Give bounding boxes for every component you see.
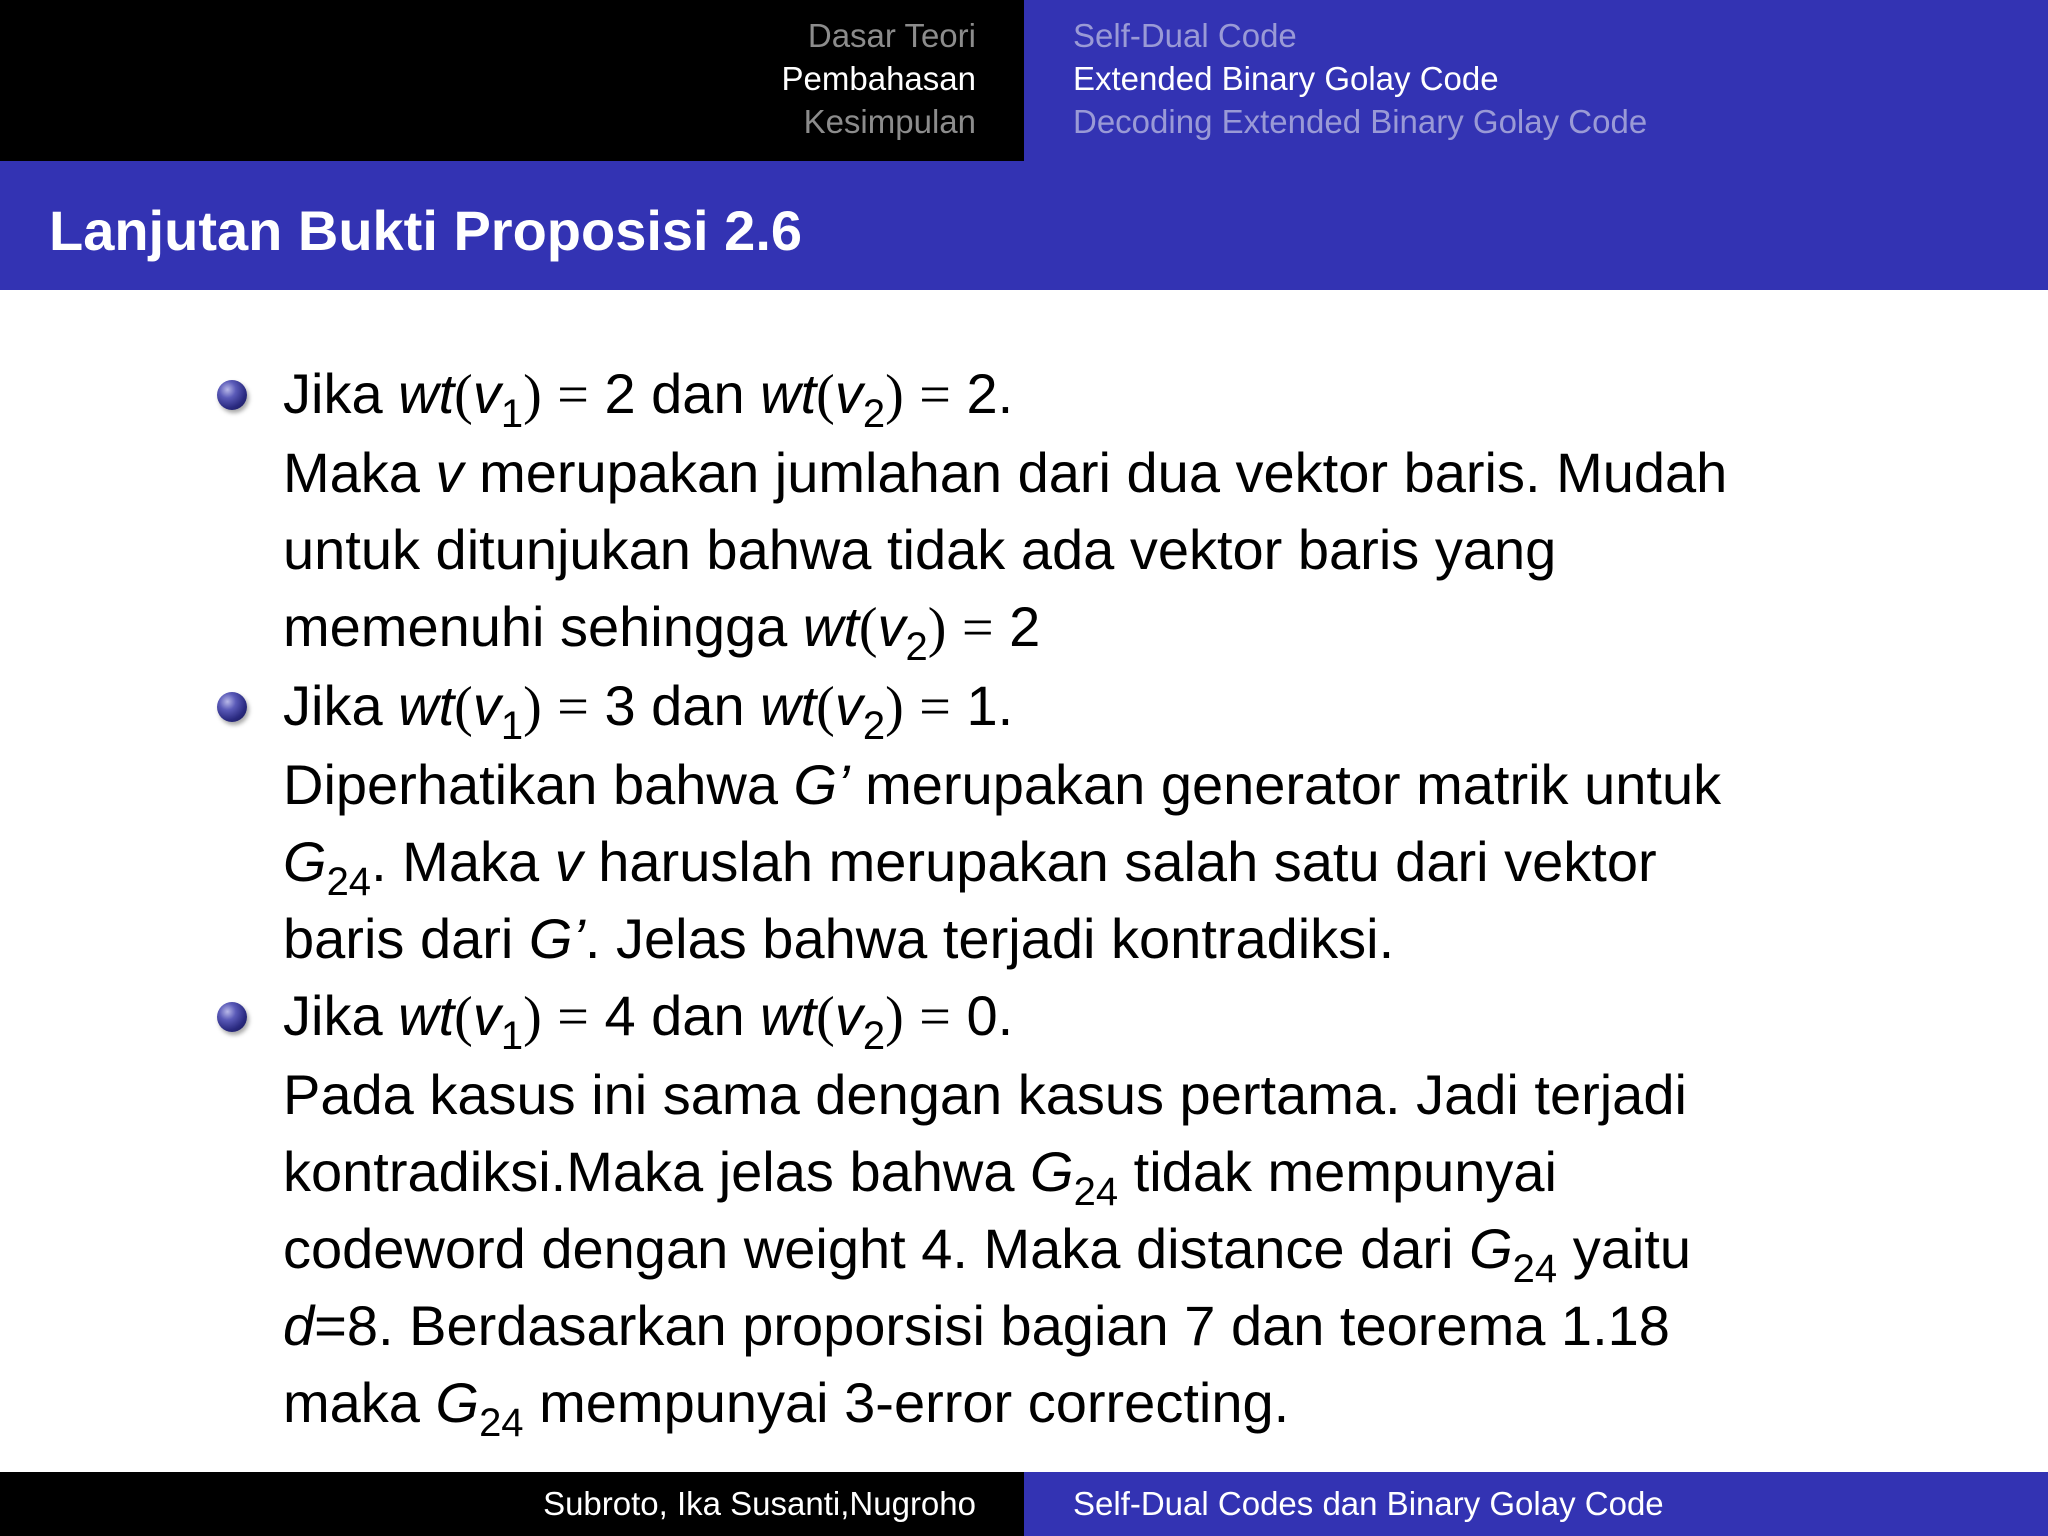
body-line (283, 1210, 1903, 1291)
body-line (283, 746, 1903, 823)
text: Jika (283, 984, 383, 1047)
math-v: v (472, 984, 501, 1047)
value: 3 (604, 674, 636, 737)
paren: ( (858, 597, 878, 659)
math-v: v (877, 595, 906, 658)
paren: ) (927, 597, 947, 659)
text: . (997, 674, 1014, 737)
math-v: v (472, 362, 501, 425)
text: mempunyai 3-error correcting. (539, 1371, 1290, 1434)
body-line (283, 588, 1903, 667)
text: merupakan jumlahan dari dua vektor baris. Mudah (479, 441, 1728, 504)
text: baris dari (283, 907, 514, 970)
value: 0 (966, 984, 998, 1047)
subscript: 24 (1073, 1170, 1119, 1214)
body-line (283, 823, 1903, 904)
text: Maka (283, 441, 420, 504)
value: 4 (604, 984, 636, 1047)
footer-short-title: Self-Dual Codes dan Binary Golay Code (1073, 1485, 1664, 1522)
case-line (283, 977, 1903, 1056)
body-line (283, 434, 1903, 511)
subscript: 24 (326, 860, 372, 904)
subscript: 2 (862, 1014, 886, 1058)
subscript: 1 (500, 392, 524, 436)
text: haruslah merupakan salah satu dari vektor (598, 830, 1657, 893)
nav-section-pembahasan[interactable]: Pembahasan (781, 60, 976, 97)
text: Diperhatikan bahwa (283, 753, 778, 816)
subscript: 2 (862, 392, 886, 436)
case-line (283, 667, 1903, 746)
value: 2 (1009, 595, 1041, 658)
paren: ( (454, 986, 473, 1048)
subscript: 1 (500, 1014, 524, 1058)
subscript: 24 (479, 1401, 524, 1445)
math-v: v (834, 674, 863, 737)
nav-subsection-self-dual-code[interactable]: Self-Dual Code (1073, 17, 1297, 54)
nav-section-kesimpulan[interactable]: Kesimpulan (803, 103, 976, 140)
text: Pada kasus ini sama dengan kasus pertama. Jadi terjadi (283, 1063, 1687, 1126)
footer-author-bar (0, 1472, 1024, 1536)
text: yaitu (1572, 1217, 1691, 1280)
section-navigation (0, 0, 1024, 161)
footer-authors: Subroto, Ika Susanti,Nugroho (543, 1485, 976, 1522)
subsection-navigation (1024, 0, 2048, 161)
text: dan (651, 674, 745, 737)
value: 1 (966, 674, 998, 737)
text: codeword dengan weight 4. Maka distance dari (283, 1217, 1454, 1280)
equals-sign: = (557, 364, 589, 426)
frame-title-bar (0, 161, 2048, 290)
math-d: d (283, 1294, 315, 1357)
text: dan (651, 362, 745, 425)
text: dan (651, 984, 745, 1047)
text: memenuhi sehingga (283, 595, 788, 658)
text: =8. Berdasarkan proporsisi bagian 7 dan teorema 1.18 (314, 1294, 1670, 1357)
paren: ) (523, 986, 542, 1048)
bullet-ball-icon (217, 1002, 247, 1032)
bullet-item (283, 667, 1903, 977)
value: 2 (604, 362, 636, 425)
text: Jika (283, 674, 383, 737)
value: 2 (966, 362, 998, 425)
body-line (283, 511, 1903, 588)
slide-body (283, 355, 1903, 1445)
math-wt: wt (398, 362, 455, 425)
text: tidak mempunyai (1133, 1140, 1557, 1203)
bullet-item (283, 355, 1903, 667)
bullet-item (283, 977, 1903, 1445)
paren: ) (885, 364, 904, 426)
equals-sign: = (557, 676, 589, 738)
equals-sign: = (557, 986, 589, 1048)
footer-title-bar (1024, 1472, 2048, 1536)
subscript: 24 (1512, 1247, 1558, 1291)
frame-title: Lanjutan Bukti Proposisi 2.6 (49, 199, 803, 262)
section-list (782, 14, 976, 143)
math-wt: wt (398, 674, 455, 737)
body-line (283, 1287, 1903, 1364)
equals-sign: = (962, 597, 994, 659)
nav-subsection-extended-binary-golay-code[interactable]: Extended Binary Golay Code (1073, 60, 1499, 97)
equals-sign: = (919, 676, 951, 738)
text: kontradiksi.Maka jelas bahwa (283, 1140, 1015, 1203)
bullet-ball-icon (217, 380, 247, 410)
equals-sign: = (919, 986, 951, 1048)
math-v: v (834, 984, 863, 1047)
text: untuk ditunjukan bahwa tidak ada vektor baris yang (283, 518, 1557, 581)
math-g-prime: G’ (793, 753, 850, 816)
math-v: v (554, 830, 583, 893)
paren: ) (523, 676, 542, 738)
text: . Maka (371, 830, 540, 893)
subscript: 1 (500, 704, 524, 748)
math-g: G (283, 830, 327, 893)
math-v: v (472, 674, 501, 737)
math-g: G (1030, 1140, 1074, 1203)
math-g: G (435, 1371, 480, 1434)
paren: ( (816, 676, 835, 738)
paren: ) (885, 986, 904, 1048)
paren: ( (816, 986, 835, 1048)
nav-subsection-decoding[interactable]: Decoding Extended Binary Golay Code (1073, 103, 1648, 140)
text: merupakan generator matrik untuk (865, 753, 1722, 816)
math-wt: wt (760, 984, 817, 1047)
body-line (283, 1364, 1903, 1445)
text: . Jelas bahwa terjadi kontradiksi. (584, 907, 1395, 970)
paren: ( (816, 364, 835, 426)
text: maka (283, 1371, 420, 1434)
math-g: G (1469, 1217, 1513, 1280)
body-line (283, 1056, 1903, 1133)
subscript: 2 (862, 704, 886, 748)
math-wt: wt (398, 984, 455, 1047)
subscript: 2 (905, 625, 928, 669)
paren: ( (454, 676, 473, 738)
nav-section-dasar-teori[interactable]: Dasar Teori (807, 17, 976, 54)
math-wt: wt (802, 595, 859, 658)
text: Jika (283, 362, 383, 425)
text: . (997, 984, 1014, 1047)
equals-sign: = (919, 364, 951, 426)
math-wt: wt (760, 674, 817, 737)
text: . (997, 362, 1014, 425)
case-line (283, 355, 1903, 434)
math-wt: wt (760, 362, 817, 425)
paren: ) (885, 676, 904, 738)
bullet-ball-icon (217, 692, 247, 722)
math-v: v (834, 362, 863, 425)
paren: ( (454, 364, 473, 426)
subsection-list (1073, 14, 1647, 143)
body-line (283, 1133, 1903, 1214)
math-v: v (435, 441, 464, 504)
math-g-prime: G’ (528, 907, 585, 970)
body-line (283, 900, 1903, 977)
paren: ) (523, 364, 542, 426)
